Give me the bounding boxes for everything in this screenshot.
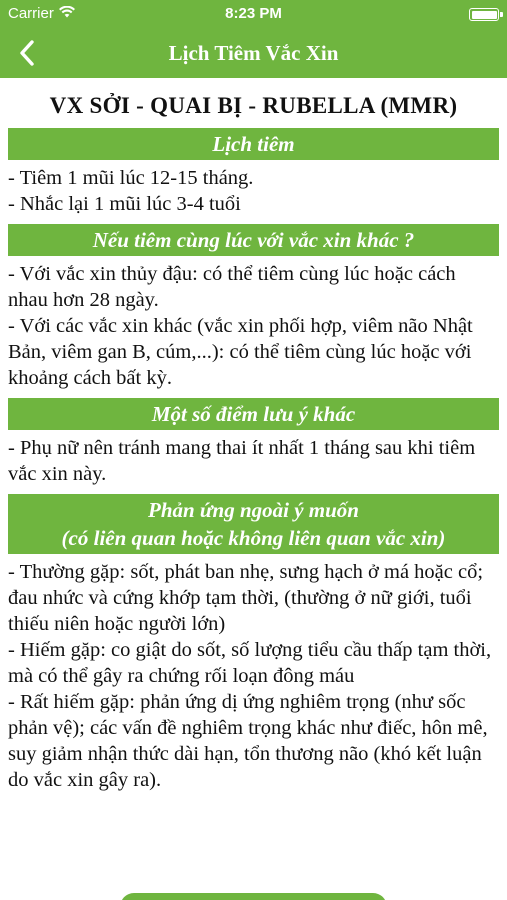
section-header-text: Lịch tiêm — [212, 132, 295, 156]
section-header — [8, 128, 499, 160]
section-header — [8, 494, 499, 554]
body-line: - Với các vắc xin khác (vắc xin phối hợp, viêm não Nhật Bản, viêm gan B, cúm,...): có thể tiêm cùng lúc hoặc với khoảng cách bất kỳ. — [8, 315, 473, 389]
body-line: - Rất hiếm gặp: phản ứng dị ứng nghiêm trọng (như sốc phản vệ); các vấn đề nghiêm trọng khác như điếc, hôn mê, suy giảm nhận thức dài hạn, tổn thương não (khó kết luận do vắc xin gây ra). — [8, 691, 488, 791]
body-line: - Nhắc lại 1 mũi lúc 3-4 tuổi — [8, 193, 241, 215]
section-body — [8, 554, 499, 800]
section-header — [8, 398, 499, 430]
vaccine-title: VX SỞI - QUAI BỊ - RUBELLA (MMR) — [49, 93, 458, 118]
section-notes — [8, 398, 499, 494]
carrier-label: Carrier — [8, 5, 54, 22]
body-line: - Thường gặp: sốt, phát ban nhẹ, sưng hạch ở má hoặc cổ; đau nhức và cứng khớp tạm thời, (thường ở nữ giới, tuổi thiếu niên hoặc người lớn) — [8, 561, 484, 635]
navigation-bar — [0, 28, 507, 78]
content-area — [0, 78, 507, 800]
clock: 8:23 PM — [225, 5, 282, 22]
body-line: - Phụ nữ nên tránh mang thai ít nhất 1 tháng sau khi tiêm vắc xin này. — [8, 437, 476, 485]
section-header-text: Phản ứng ngoài ý muốn — [148, 498, 359, 522]
body-line: - Hiếm gặp: co giật do sốt, số lượng tiểu cầu thấp tạm thời, mà có thể gây ra chứng rối loạn đông máu — [8, 639, 492, 687]
body-line: - Tiêm 1 mũi lúc 12-15 tháng. — [8, 167, 254, 189]
section-body — [8, 160, 499, 224]
section-header — [8, 224, 499, 256]
body-line: - Với vắc xin thủy đậu: có thể tiêm cùng lúc hoặc cách nhau hơn 28 ngày. — [8, 263, 456, 311]
section-header-subtext: (có liên quan hoặc không liên quan vắc xin) — [61, 526, 446, 550]
battery-icon — [469, 8, 499, 21]
section-body — [8, 256, 499, 398]
section-body — [8, 430, 499, 494]
section-header-text: Nếu tiêm cùng lúc với vắc xin khác ? — [92, 228, 415, 252]
section-concurrent-vaccines — [8, 224, 499, 398]
section-schedule — [8, 128, 499, 224]
section-adverse-reactions — [8, 494, 499, 800]
section-header-text: Một số điểm lưu ý khác — [151, 402, 356, 426]
bottom-action-button[interactable] — [120, 893, 387, 900]
page-title: Lịch Tiêm Vắc Xin — [168, 41, 339, 65]
status-bar — [0, 0, 507, 28]
